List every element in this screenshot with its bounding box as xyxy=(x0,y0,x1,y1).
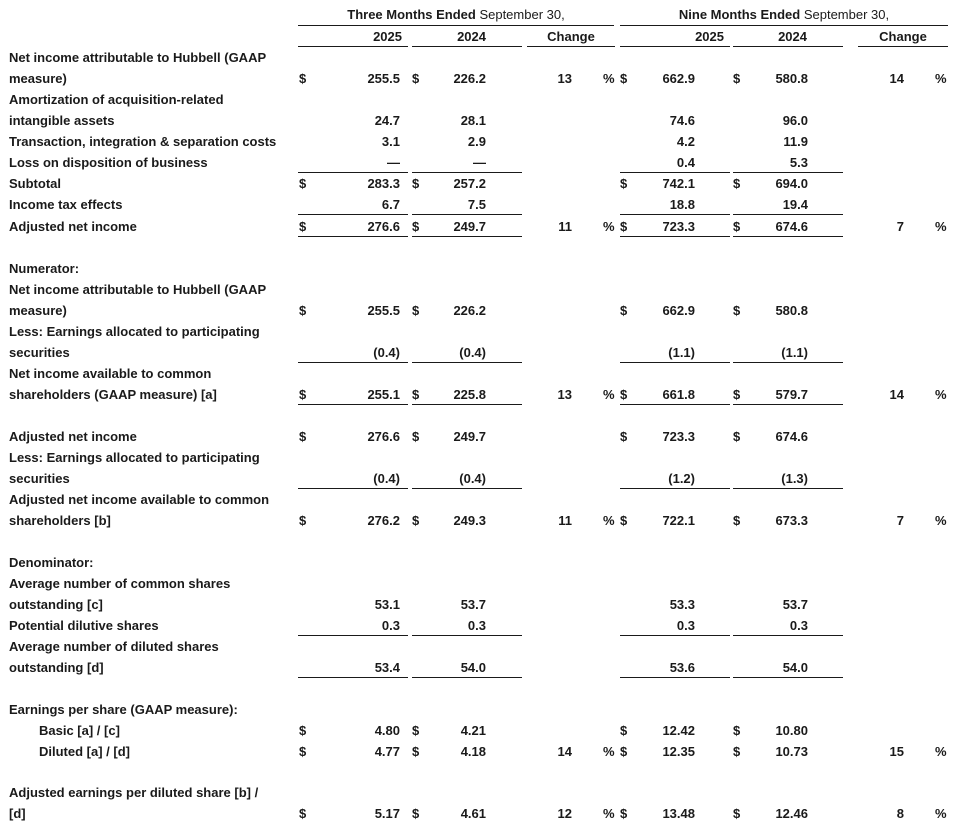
row-label: Net income attributable to Hubbell (GAAP xyxy=(9,50,267,65)
currency: $ xyxy=(412,387,420,402)
value-2024-n: 674.6 xyxy=(775,429,808,444)
currency: $ xyxy=(733,429,741,444)
value-2025-n: (1.1) xyxy=(668,345,695,360)
row-label: Earnings per share (GAAP measure): xyxy=(9,702,238,717)
table-row xyxy=(0,594,964,615)
percent-sign: % xyxy=(935,806,947,821)
table-row xyxy=(0,300,964,321)
currency: $ xyxy=(620,71,628,86)
row-label: outstanding [d] xyxy=(9,660,104,675)
currency: $ xyxy=(412,744,420,759)
underline xyxy=(733,677,843,678)
value-2025-n: 723.3 xyxy=(662,219,695,234)
row-label: Average number of diluted shares xyxy=(9,639,219,654)
currency: $ xyxy=(299,387,307,402)
value-2024-q: 28.1 xyxy=(460,113,486,128)
header-nine-months-bold: Nine Months Ended xyxy=(678,7,801,22)
value-2024-n: 694.0 xyxy=(775,176,808,191)
value-2024-n: (1.3) xyxy=(781,471,808,486)
percent-sign: % xyxy=(603,71,615,86)
change-n: 8 xyxy=(896,806,904,821)
percent-sign: % xyxy=(603,744,615,759)
row-label: measure) xyxy=(9,303,67,318)
row-label: Adjusted net income available to common xyxy=(9,492,270,507)
value-2025-q: 24.7 xyxy=(374,113,400,128)
value-2024-n: 580.8 xyxy=(775,71,808,86)
value-2025-q: 276.2 xyxy=(367,513,400,528)
value-2024-n: 674.6 xyxy=(775,219,808,234)
value-2024-q: 2.9 xyxy=(467,134,486,149)
currency: $ xyxy=(620,806,628,821)
value-2025-n: 723.3 xyxy=(662,429,695,444)
value-2025-n: 0.3 xyxy=(676,618,695,633)
value-2025-n: 18.8 xyxy=(669,197,695,212)
currency: $ xyxy=(299,303,307,318)
value-2024-q: 257.2 xyxy=(453,176,486,191)
header-year-2025-q: 2025 xyxy=(373,29,402,44)
value-2025-q: — xyxy=(387,155,400,170)
currency: $ xyxy=(412,303,420,318)
value-2025-n: 662.9 xyxy=(662,303,695,318)
table-row xyxy=(0,216,964,237)
value-2025-q: 53.1 xyxy=(374,597,400,612)
header-three-months-bold: Three Months Ended xyxy=(347,7,476,22)
underline xyxy=(620,404,730,405)
underline xyxy=(620,236,730,237)
value-2024-q: 4.61 xyxy=(460,806,486,821)
value-2025-q: 3.1 xyxy=(381,134,400,149)
change-q: 11 xyxy=(558,513,572,528)
header-three-months xyxy=(298,4,614,25)
currency: $ xyxy=(299,219,307,234)
value-2024-n: 54.0 xyxy=(782,660,808,675)
value-2024-q: 7.5 xyxy=(467,197,486,212)
row-label: Basic [a] / [c] xyxy=(39,723,120,738)
currency: $ xyxy=(620,723,628,738)
currency: $ xyxy=(299,176,307,191)
currency: $ xyxy=(733,723,741,738)
value-2025-q: 276.6 xyxy=(367,429,400,444)
table-row xyxy=(0,720,964,741)
value-2024-n: 96.0 xyxy=(782,113,808,128)
value-2025-n: 0.4 xyxy=(676,155,695,170)
row-label: Less: Earnings allocated to participating xyxy=(9,450,260,465)
value-2025-n: 742.1 xyxy=(662,176,695,191)
row-label: securities xyxy=(9,345,70,360)
row-label: Transaction, integration & separation costs xyxy=(9,134,277,149)
currency: $ xyxy=(299,513,307,528)
value-2025-q: 255.5 xyxy=(367,303,400,318)
value-2024-n: 10.80 xyxy=(775,723,808,738)
table-row xyxy=(0,510,964,531)
value-2025-q: (0.4) xyxy=(373,471,400,486)
underline xyxy=(298,404,408,405)
row-label: Numerator: xyxy=(9,261,80,276)
value-2025-q: 0.3 xyxy=(381,618,400,633)
table-row xyxy=(0,741,964,762)
underline xyxy=(412,404,522,405)
value-2025-q: 255.1 xyxy=(367,387,400,402)
value-2024-q: (0.4) xyxy=(459,471,486,486)
currency: $ xyxy=(412,723,420,738)
value-2024-n: 5.3 xyxy=(789,155,808,170)
table-row xyxy=(0,152,964,173)
value-2025-n: 4.2 xyxy=(676,134,695,149)
table-row xyxy=(0,321,964,342)
value-2024-q: 54.0 xyxy=(460,660,486,675)
underline xyxy=(620,677,730,678)
change-q: 13 xyxy=(557,71,572,86)
table-row xyxy=(0,363,964,384)
table-row xyxy=(0,573,964,594)
value-2024-q: 53.7 xyxy=(460,597,486,612)
row-label: Potential dilutive shares xyxy=(9,618,159,633)
change-n: 15 xyxy=(889,744,904,759)
currency: $ xyxy=(412,806,420,821)
row-label: Diluted [a] / [d] xyxy=(39,744,130,759)
underline xyxy=(412,236,522,237)
underline xyxy=(412,214,522,215)
underline xyxy=(733,214,843,215)
header-change-q: Change xyxy=(547,29,595,44)
table-row xyxy=(0,173,964,194)
table-row xyxy=(0,194,964,215)
currency: $ xyxy=(412,71,420,86)
percent-sign: % xyxy=(935,71,947,86)
value-2025-n: 661.8 xyxy=(662,387,695,402)
table-row xyxy=(0,636,964,657)
underline xyxy=(298,236,408,237)
change-q: 13 xyxy=(557,387,572,402)
table-row xyxy=(0,384,964,405)
percent-sign: % xyxy=(935,219,947,234)
value-2024-n: 0.3 xyxy=(789,618,808,633)
value-2024-q: 226.2 xyxy=(453,71,486,86)
row-label: measure) xyxy=(9,71,67,86)
underline xyxy=(298,677,408,678)
row-label: Average number of common shares xyxy=(9,576,231,591)
currency: $ xyxy=(733,744,741,759)
header-change-n: Change xyxy=(879,29,927,44)
currency: $ xyxy=(620,303,628,318)
table-row xyxy=(0,258,964,279)
currency: $ xyxy=(733,513,741,528)
value-2024-q: 4.18 xyxy=(460,744,486,759)
currency: $ xyxy=(620,387,628,402)
table-row xyxy=(0,699,964,720)
change-n: 14 xyxy=(889,387,904,402)
value-2025-n: 662.9 xyxy=(662,71,695,86)
currency: $ xyxy=(299,806,307,821)
percent-sign: % xyxy=(603,219,615,234)
value-2025-n: 12.42 xyxy=(662,723,695,738)
percent-sign: % xyxy=(603,513,615,528)
row-label: Loss on disposition of business xyxy=(9,155,208,170)
row-label: shareholders (GAAP measure) [a] xyxy=(9,387,217,402)
value-2025-n: 53.6 xyxy=(669,660,695,675)
value-2025-q: 4.80 xyxy=(374,723,400,738)
change-n: 7 xyxy=(896,219,904,234)
currency: $ xyxy=(733,71,741,86)
value-2025-n: 13.48 xyxy=(662,806,695,821)
value-2024-n: 580.8 xyxy=(775,303,808,318)
value-2024-q: 249.7 xyxy=(453,429,486,444)
percent-sign: % xyxy=(603,387,615,402)
row-label: Adjusted net income xyxy=(9,429,137,444)
value-2024-n: 53.7 xyxy=(782,597,808,612)
table-row xyxy=(0,657,964,678)
row-label: securities xyxy=(9,471,70,486)
underline xyxy=(412,677,522,678)
value-2024-n: 12.46 xyxy=(775,806,808,821)
value-2024-n: 19.4 xyxy=(782,197,808,212)
row-label: intangible assets xyxy=(9,113,115,128)
header-nine-months xyxy=(620,4,948,25)
value-2025-q: 6.7 xyxy=(381,197,400,212)
currency: $ xyxy=(412,429,420,444)
underline xyxy=(733,236,843,237)
change-n: 7 xyxy=(896,513,904,528)
percent-sign: % xyxy=(935,744,947,759)
row-label: Denominator: xyxy=(9,555,94,570)
percent-sign: % xyxy=(935,387,947,402)
change-q: 14 xyxy=(557,744,572,759)
value-2025-n: 12.35 xyxy=(662,744,695,759)
currency: $ xyxy=(733,219,741,234)
currency: $ xyxy=(733,176,741,191)
value-2024-q: 249.7 xyxy=(453,219,486,234)
header-three-months-date: September 30, xyxy=(475,7,565,22)
table-row xyxy=(0,279,964,300)
value-2025-q: 283.3 xyxy=(367,176,400,191)
change-n: 14 xyxy=(889,71,904,86)
value-2025-q: 276.6 xyxy=(367,219,400,234)
row-label: outstanding [c] xyxy=(9,597,103,612)
row-label: Adjusted earnings per diluted share [b] / xyxy=(9,785,259,800)
underline xyxy=(733,404,843,405)
table-row xyxy=(0,803,964,824)
currency: $ xyxy=(412,176,420,191)
table-row xyxy=(0,47,964,68)
change-q: 12 xyxy=(557,806,572,821)
currency: $ xyxy=(620,429,628,444)
table-row xyxy=(0,426,964,447)
table-row xyxy=(0,342,964,363)
underline xyxy=(298,214,408,215)
value-2024-q: — xyxy=(473,155,486,170)
row-label: shareholders [b] xyxy=(9,513,111,528)
currency: $ xyxy=(733,387,741,402)
value-2025-q: 255.5 xyxy=(367,71,400,86)
percent-sign: % xyxy=(935,513,947,528)
value-2025-q: 53.4 xyxy=(374,660,400,675)
value-2024-q: 249.3 xyxy=(453,513,486,528)
header-year-2025-n: 2025 xyxy=(695,29,724,44)
table-row xyxy=(0,468,964,489)
currency: $ xyxy=(299,429,307,444)
row-label: [d] xyxy=(9,806,26,821)
value-2024-n: (1.1) xyxy=(781,345,808,360)
table-row xyxy=(0,447,964,468)
value-2025-n: 722.1 xyxy=(662,513,695,528)
header-nine-months-date: September 30, xyxy=(800,7,890,22)
table-row xyxy=(0,110,964,131)
header-year-2024-n: 2024 xyxy=(778,29,807,44)
currency: $ xyxy=(733,806,741,821)
row-label: Net income available to common xyxy=(9,366,212,381)
table-row xyxy=(0,615,964,636)
currency: $ xyxy=(299,744,307,759)
currency: $ xyxy=(412,219,420,234)
row-label: Net income attributable to Hubbell (GAAP xyxy=(9,282,267,297)
value-2025-q: (0.4) xyxy=(373,345,400,360)
value-2025-q: 5.17 xyxy=(374,806,400,821)
value-2024-q: (0.4) xyxy=(459,345,486,360)
change-q: 11 xyxy=(558,219,572,234)
currency: $ xyxy=(299,723,307,738)
value-2024-q: 4.21 xyxy=(460,723,486,738)
value-2024-q: 0.3 xyxy=(467,618,486,633)
percent-sign: % xyxy=(603,806,615,821)
value-2024-n: 579.7 xyxy=(775,387,808,402)
value-2025-q: 4.77 xyxy=(374,744,400,759)
table-row xyxy=(0,489,964,510)
table-row xyxy=(0,89,964,110)
row-label: Income tax effects xyxy=(9,197,123,212)
currency: $ xyxy=(299,71,307,86)
value-2025-n: 74.6 xyxy=(669,113,695,128)
underline xyxy=(620,214,730,215)
table-row xyxy=(0,68,964,89)
value-2025-n: 53.3 xyxy=(669,597,695,612)
currency: $ xyxy=(620,219,628,234)
table-row xyxy=(0,131,964,152)
value-2024-q: 225.8 xyxy=(453,387,486,402)
value-2024-q: 226.2 xyxy=(453,303,486,318)
currency: $ xyxy=(620,513,628,528)
currency: $ xyxy=(620,176,628,191)
value-2025-n: (1.2) xyxy=(668,471,695,486)
value-2024-n: 10.73 xyxy=(775,744,808,759)
row-label: Subtotal xyxy=(9,176,61,191)
row-label: Amortization of acquisition-related xyxy=(9,92,224,107)
currency: $ xyxy=(620,744,628,759)
table-row xyxy=(0,782,964,803)
currency: $ xyxy=(412,513,420,528)
value-2024-n: 673.3 xyxy=(775,513,808,528)
row-label: Adjusted net income xyxy=(9,219,137,234)
header-year-2024-q: 2024 xyxy=(457,29,486,44)
table-row xyxy=(0,552,964,573)
row-label: Less: Earnings allocated to participating xyxy=(9,324,260,339)
currency: $ xyxy=(733,303,741,318)
value-2024-n: 11.9 xyxy=(783,134,808,149)
